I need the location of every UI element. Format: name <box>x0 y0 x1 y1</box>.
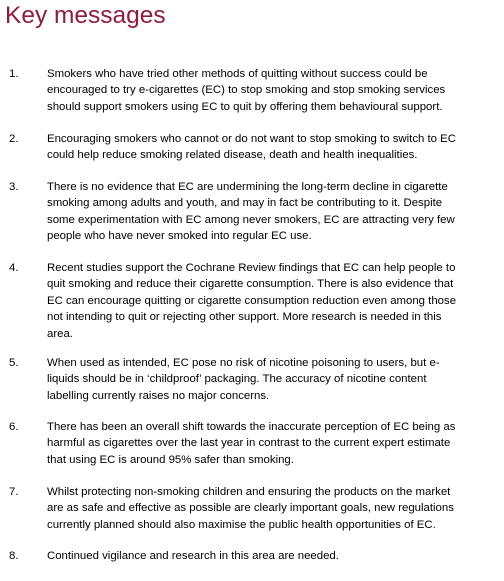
item-number: 3. <box>9 181 19 193</box>
text-line: smoking among adults and youth, and may in fact be contributing to it. Despite <box>47 197 443 210</box>
item-number: 8. <box>9 550 19 562</box>
item-number: 2. <box>9 133 19 145</box>
text-line: that using EC is around 95% safer than smoking. <box>47 453 294 466</box>
text-line: When used as intended, EC pose no risk of nicotine poisoning to users, but e- <box>47 357 440 369</box>
text-line: some experimentation with EC among never smokers, EC are attracting very few <box>47 213 455 226</box>
text-line: Whilst protecting non-smoking children and ensuring the products on the market <box>47 486 451 498</box>
item-number: 7. <box>9 486 19 498</box>
item-text <box>47 131 499 164</box>
text-line: quit smoking and reduce their cigarette consumption. There is also evidence that <box>47 278 454 291</box>
item-text <box>47 548 499 564</box>
item-text <box>47 484 499 533</box>
text-line: are as safe and effective as possible are clearly important goals, new regulations <box>47 502 454 515</box>
text-line: liquids should be in ‘childproof’ packaging. The accuracy of nicotine content <box>47 373 427 386</box>
item-text <box>47 179 499 245</box>
text-line: harmful as cigarettes over the last year in contrast to the current expert estimate <box>47 437 451 450</box>
text-line: should support smokers using EC to quit by offering them behavioural support. <box>47 100 443 113</box>
text-line: Recent studies support the Cochrane Review findings that EC can help people to <box>47 262 456 274</box>
text-line: Encouraging smokers who cannot or do not want to stop smoking to switch to EC <box>47 133 457 145</box>
text-line: area. <box>47 327 73 340</box>
text-line: labelling currently raises no major concerns. <box>47 389 270 402</box>
item-text <box>47 419 499 468</box>
text-line: currently planned should also maximise the public health opportunities of EC. <box>47 518 436 531</box>
item-text <box>47 66 499 115</box>
item-number: 1. <box>9 68 19 80</box>
text-line: Continued vigilance and research in this area are needed. <box>47 550 339 562</box>
text-line: EC can encourage quitting or cigarette consumption reduction even among those <box>47 294 457 307</box>
item-number: 6. <box>9 421 19 433</box>
text-line: people who have never smoked into regular EC use. <box>47 230 312 243</box>
text-line: not intending to quit or rejecting other support. More research is needed in this <box>47 311 442 324</box>
page-title: Key messages <box>5 2 166 29</box>
text-line: encouraged to try e-cigarettes (EC) to stop smoking and stop smoking services <box>47 84 446 97</box>
item-number: 5. <box>9 357 19 369</box>
text-line: could help reduce smoking related disease, death and health inequalities. <box>47 149 418 162</box>
item-text <box>47 355 499 404</box>
item-number: 4. <box>9 262 19 274</box>
text-line: There is no evidence that EC are undermining the long-term decline in cigarette <box>47 181 448 193</box>
item-text <box>47 260 499 342</box>
text-line: There has been an overall shift towards the inaccurate perception of EC being as <box>47 421 456 433</box>
text-line: Smokers who have tried other methods of quitting without success could be <box>47 68 428 80</box>
